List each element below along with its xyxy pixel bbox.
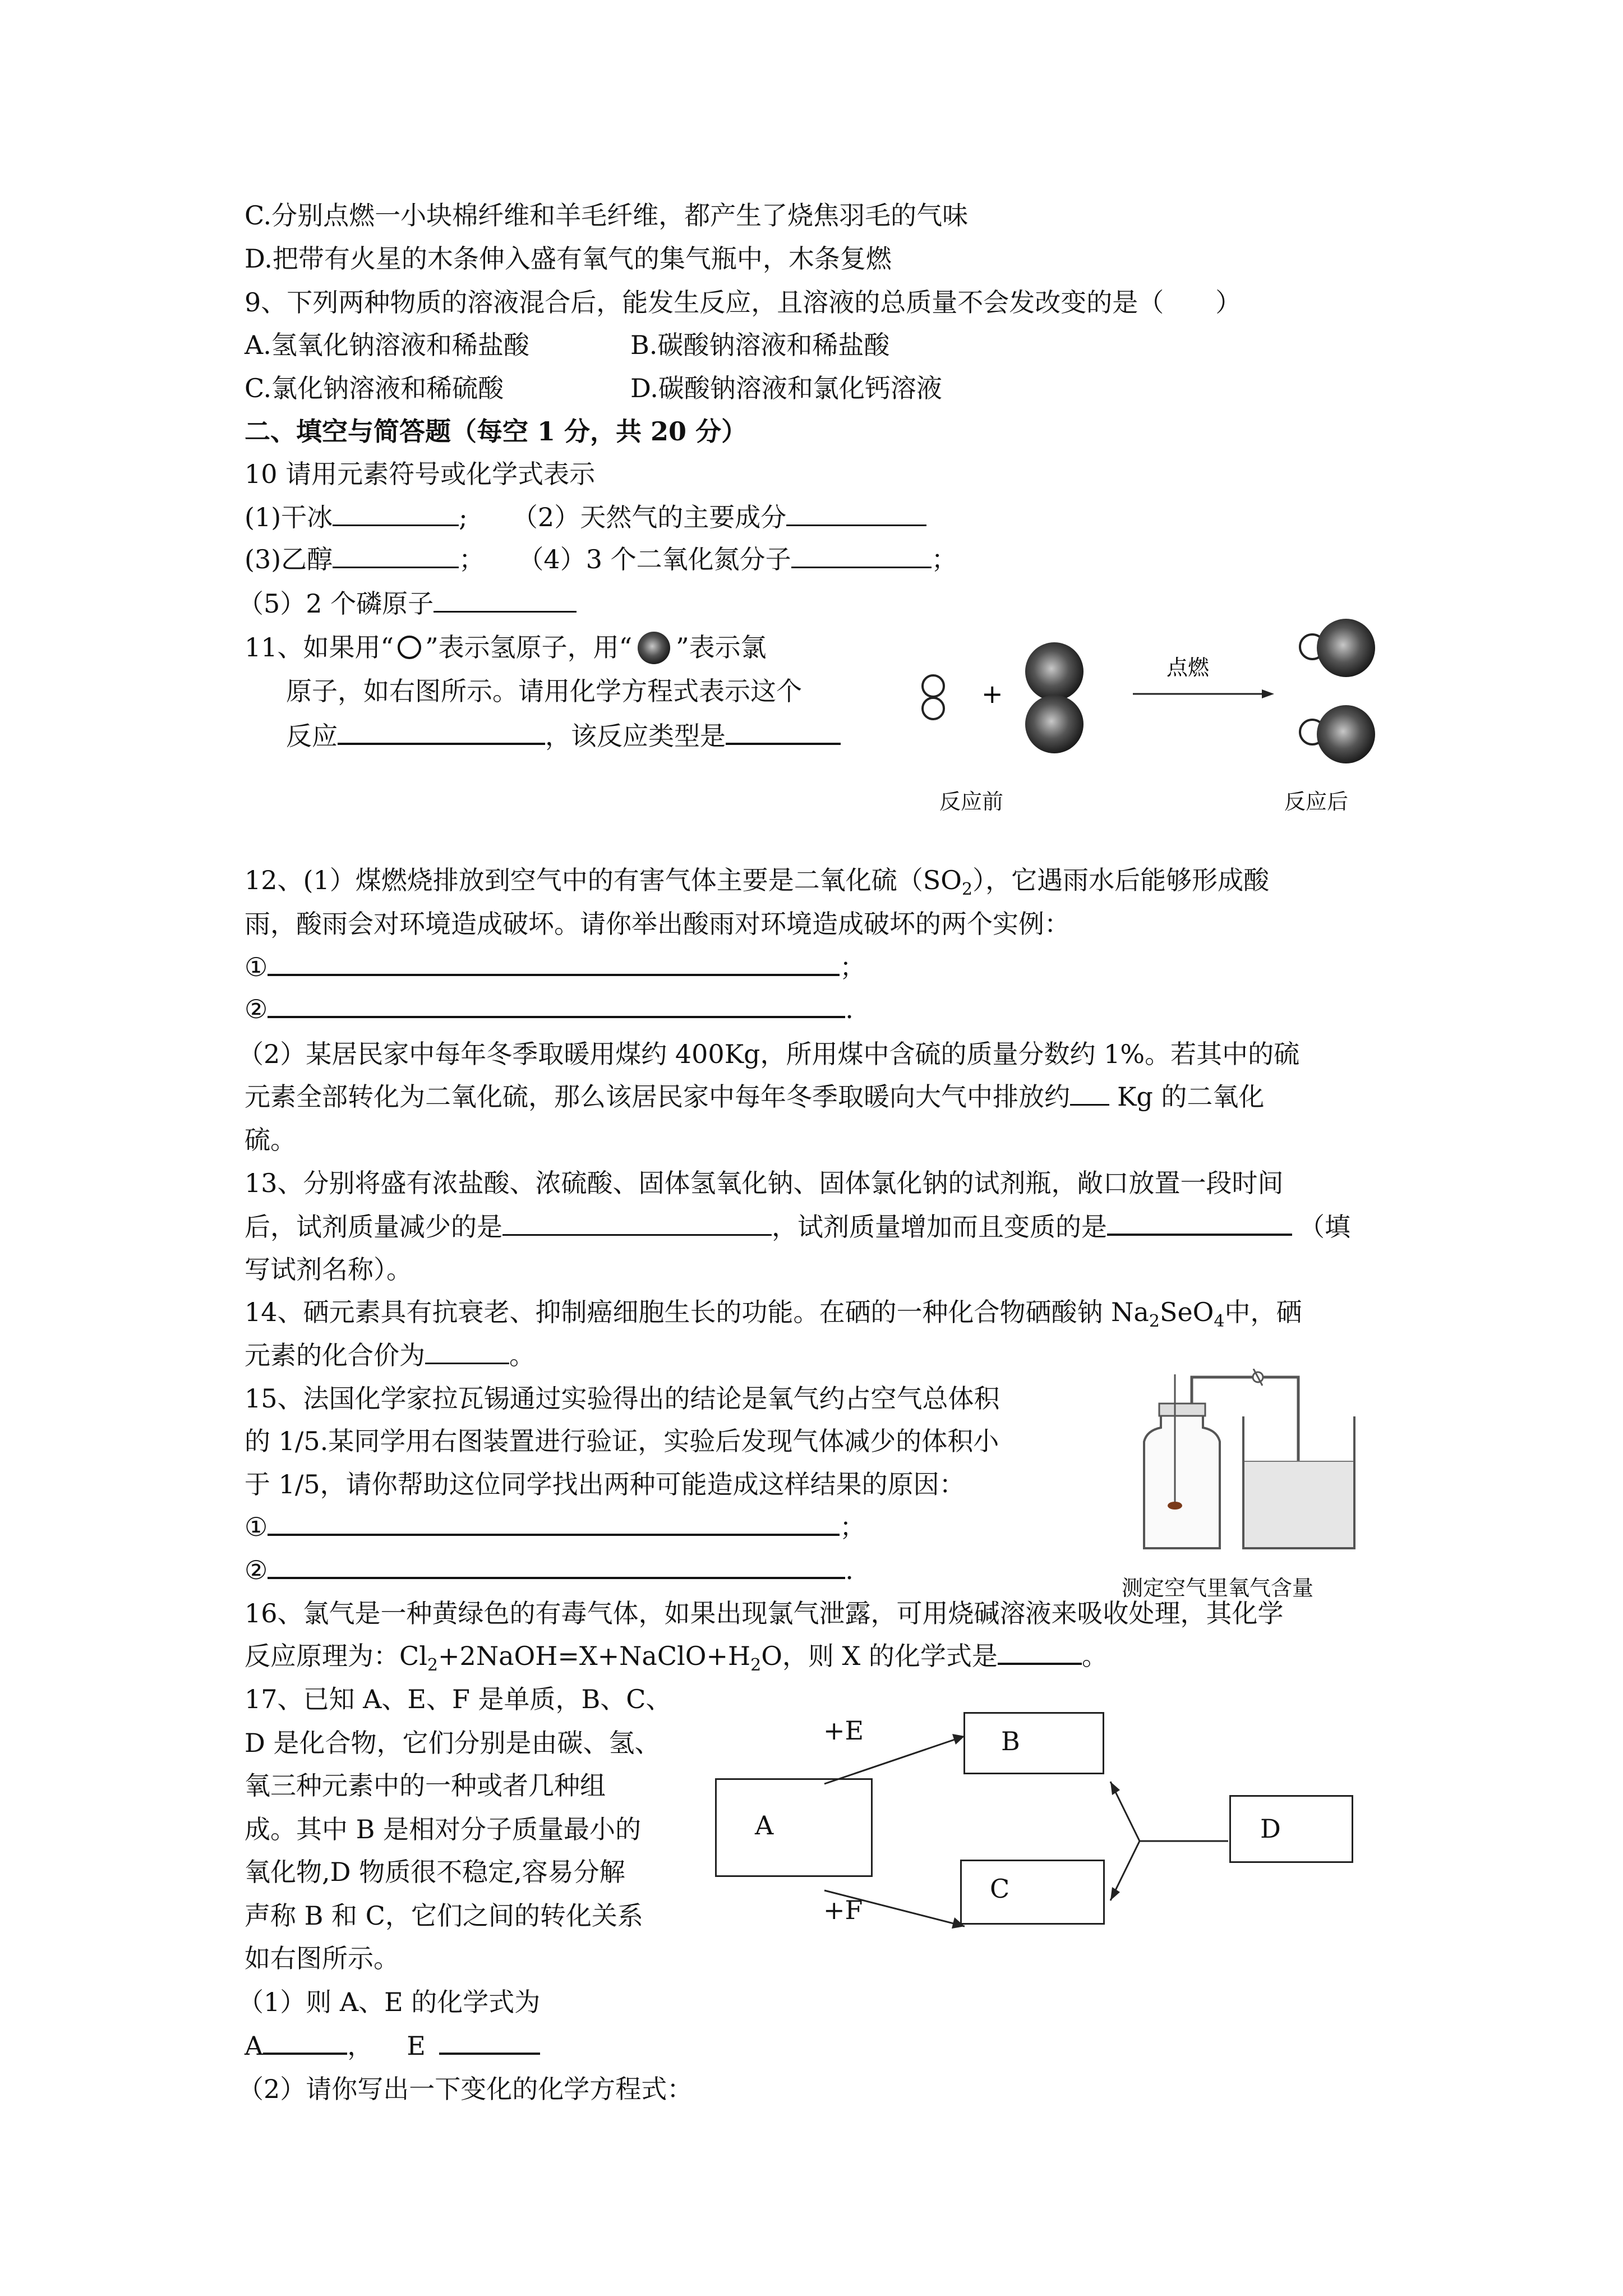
hcl-molecule — [1300, 619, 1375, 677]
answer-blank — [998, 1641, 1082, 1665]
q11-text-e: 反应 — [286, 721, 338, 751]
hcl-molecule — [1300, 705, 1375, 763]
question-11-line-2: 原子，如右图所示。请用化学方程式表示这个 — [286, 676, 802, 706]
section-2-title: 二、填空与简答题（每空 1 分，共 20 分） — [245, 416, 748, 447]
gas-jar — [1144, 1411, 1220, 1548]
question-17-line-6: 声称 B 和 C，它们之间的转化关系 — [245, 1901, 643, 1931]
question-17-line-1: 17、已知 A、E、F 是单质，B、C、 — [245, 1684, 672, 1714]
question-10-row-3 — [238, 587, 577, 620]
question-15-blank-2 — [245, 1554, 854, 1586]
option-9a: A.氢氧化钠溶液和稀盐酸 — [245, 330, 529, 360]
apparatus-diagram — [1113, 1369, 1388, 1565]
q13-text-a: 后，试剂质量减少的是 — [245, 1212, 502, 1242]
question-13-line-2 — [245, 1211, 1350, 1243]
punctuation: ； — [840, 952, 866, 982]
q12-text-a: 12、(1）煤燃烧排放到空气中的有害气体主要是二氧化硫（SO — [245, 865, 962, 895]
q16-text-c: O，则 X 的化学式是 — [761, 1641, 998, 1671]
q14-text-b: SeO — [1159, 1297, 1214, 1327]
subscript: 2 — [750, 1655, 762, 1676]
box-c-label: C — [990, 1874, 1010, 1904]
reaction-condition: 点燃 — [1166, 655, 1210, 680]
q12-text-b: ），它遇雨水后能够形成酸 — [972, 865, 1270, 895]
punctuation: 。 — [1081, 1641, 1108, 1671]
punctuation: ， — [347, 2031, 374, 2061]
box-a-label: A — [755, 1810, 774, 1841]
option-8d: D.把带有火星的木条伸入盛有氧气的集气瓶中，木条复燃 — [245, 243, 892, 274]
q12-text-c: 元素全部转化为二氧化硫，那么该居民家中每年冬季取暖向大气中排放约 — [245, 1082, 1070, 1112]
answer-blank — [263, 2031, 347, 2055]
box-b-label: B — [1001, 1726, 1020, 1756]
q13-text-b: ，试剂质量增加而且变质的是 — [772, 1212, 1107, 1242]
question-10: 10 请用元素符号或化学式表示 — [245, 459, 596, 489]
q11-text-c: ”表示氯 — [676, 632, 767, 662]
phosphorus — [1168, 1502, 1182, 1510]
answer-blank — [439, 2031, 540, 2055]
q14-text-d: 元素的化合价为 — [245, 1340, 425, 1370]
water — [1244, 1461, 1353, 1547]
answer-blank — [786, 503, 926, 526]
answer-blank — [1107, 1212, 1292, 1236]
question-12-blank-2 — [245, 993, 854, 1025]
q16-text-b: +2NaOH=X+NaClO+H — [438, 1641, 751, 1671]
answer-blank — [791, 545, 932, 568]
subscript: 2 — [427, 1655, 439, 1676]
question-16-line-1: 16、氯气是一种黄绿色的有毒气体，如果出现氯气泄露，可用烧碱溶液来吸收处理，其化学 — [245, 1598, 1284, 1628]
punctuation: . — [845, 1555, 854, 1585]
q10-item-1: (1)干冰 — [245, 502, 333, 532]
option-8c: C.分别点燃一小块棉纤维和羊毛纤维，都产生了烧焦羽毛的气味 — [245, 200, 969, 231]
circled-2: ② — [245, 1555, 268, 1585]
question-15-line-1: 15、法国化学家拉瓦锡通过实验得出的结论是氧气约占空气总体积 — [245, 1383, 1000, 1414]
q11-text-f: ，该反应类型是 — [545, 721, 726, 751]
answer-blank — [268, 1512, 840, 1536]
question-11-line-1 — [245, 631, 767, 665]
q16-text-a: 反应原理为：Cl — [245, 1641, 427, 1671]
answer-blank — [1070, 1083, 1109, 1106]
q10-item-3: (3)乙醇 — [245, 544, 333, 574]
question-12-line-5: 硫。 — [245, 1125, 296, 1155]
question-11-line-3 — [286, 720, 841, 752]
chlorine-molecule — [1025, 642, 1083, 753]
punctuation: . — [845, 994, 854, 1024]
question-10-row-2 — [245, 543, 957, 576]
punctuation: ； — [931, 544, 957, 574]
q10-item-4: （4）3 个二氧化氮分子 — [518, 544, 791, 574]
option-9b: B.碳酸钠溶液和稀盐酸 — [630, 330, 890, 360]
answer-blank — [268, 1556, 845, 1579]
before-label: 反应前 — [939, 789, 1004, 814]
question-13-line-3: 写试剂名称）。 — [245, 1254, 412, 1285]
label-plus-e: +E — [823, 1715, 864, 1746]
punctuation: ； — [840, 1512, 866, 1542]
circled-2: ② — [245, 994, 268, 1024]
hydrogen-atom-icon — [394, 634, 425, 661]
question-17-line-10: （2）请你写出一下变化的化学方程式： — [238, 2074, 693, 2104]
punctuation: 。 — [509, 1340, 535, 1370]
answer-blank — [333, 545, 459, 568]
question-12-blank-1 — [245, 951, 865, 983]
question-12-line-1 — [245, 864, 1269, 906]
hydrogen-molecule — [923, 675, 944, 719]
apparatus-caption: 测定空气里氧气含量 — [1122, 1576, 1314, 1600]
q13-text-c: （填 — [1299, 1212, 1350, 1242]
question-15-line-3: 于 1/5，请你帮助这位同学找出两种可能造成这样结果的原因： — [245, 1469, 965, 1499]
q11-text-a: 11、如果用“ — [245, 632, 394, 662]
subscript: 4 — [1214, 1312, 1225, 1332]
question-17-line-7: 如右图所示。 — [245, 1943, 399, 1973]
subscript: 2 — [1149, 1312, 1160, 1332]
question-14-line-1 — [245, 1296, 1302, 1338]
box-d-label: D — [1260, 1814, 1281, 1844]
box-c — [960, 1860, 1105, 1925]
answer-blank — [338, 721, 545, 745]
answer-blank — [333, 503, 459, 526]
question-14-line-2 — [245, 1339, 535, 1372]
plus-sign: + — [981, 679, 1003, 709]
answer-blank — [502, 1213, 772, 1236]
q14-text-a: 14、硒元素具有抗衰老、抑制癌细胞生长的功能。在硒的一种化合物硒酸钠 Na — [245, 1297, 1149, 1327]
question-12-line-4 — [245, 1080, 1264, 1113]
box-d — [1229, 1795, 1353, 1863]
stopper — [1159, 1404, 1205, 1416]
option-9d: D.碳酸钠溶液和氯化钙溶液 — [630, 373, 942, 403]
q11-text-b: ”表示氢原子，用“ — [425, 632, 633, 662]
question-16-line-2 — [245, 1640, 1108, 1682]
answer-blank — [268, 995, 845, 1018]
chlorine-atom-icon — [632, 631, 676, 665]
answer-blank — [268, 953, 840, 976]
punctuation: ； — [459, 544, 485, 574]
circled-1: ① — [245, 1512, 268, 1542]
question-17-line-8: （1）则 A、E 的化学式为 — [238, 1987, 541, 2017]
question-17-line-3: 氧三种元素中的一种或者几种组 — [245, 1770, 606, 1801]
option-9c: C.氯化钠溶液和稀硫酸 — [245, 373, 504, 403]
label-plus-f: +F — [823, 1895, 863, 1925]
question-12-line-2: 雨，酸雨会对环境造成破坏。请你举出酸雨对环境造成破坏的两个实例： — [245, 909, 1070, 939]
box-b — [963, 1712, 1104, 1774]
label-a: A — [245, 2031, 264, 2061]
question-13-line-1: 13、分别将盛有浓盐酸、浓硫酸、固体氢氧化钠、固体氯化钠的试剂瓶，敞口放置一段时间 — [245, 1168, 1284, 1198]
answer-blank — [434, 590, 577, 613]
answer-blank — [425, 1341, 509, 1364]
box-a — [715, 1778, 873, 1877]
label-e: E — [407, 2031, 426, 2061]
question-10-row-1 — [245, 501, 926, 533]
q14-text-c: 中，硒 — [1224, 1297, 1302, 1327]
subscript: 2 — [961, 880, 973, 900]
question-9: 9、下列两种物质的溶液混合后，能发生反应，且溶液的总质量不会发改变的是（ ） — [245, 287, 1242, 318]
q10-item-2: （2）天然气的主要成分 — [511, 502, 787, 532]
question-15-line-2: 的 1/5.某同学用右图装置进行验证，实验后发现气体减少的体积小 — [245, 1426, 999, 1456]
question-15-blank-1 — [245, 1511, 865, 1543]
q10-item-5: （5）2 个磷原子 — [238, 588, 434, 619]
punctuation: ; — [459, 502, 468, 532]
circled-1: ① — [245, 952, 268, 982]
question-17-line-4: 成。其中 B 是相对分子质量最小的 — [245, 1814, 642, 1844]
question-12-line-3: （2）某居民家中每年冬季取暖用煤约 400Kg，所用煤中含硫的质量分数约 1%。若其中的硫 — [238, 1039, 1300, 1069]
question-17-line-9 — [245, 2030, 540, 2062]
after-label: 反应后 — [1284, 789, 1349, 814]
question-17-line-5: 氧化物,D 物质很不稳定,容易分解 — [245, 1857, 625, 1887]
answer-blank — [726, 721, 841, 745]
q12-text-d: Kg 的二氧化 — [1117, 1082, 1265, 1112]
question-17-line-2: D 是化合物，它们分别是由碳、氢、 — [245, 1728, 661, 1758]
